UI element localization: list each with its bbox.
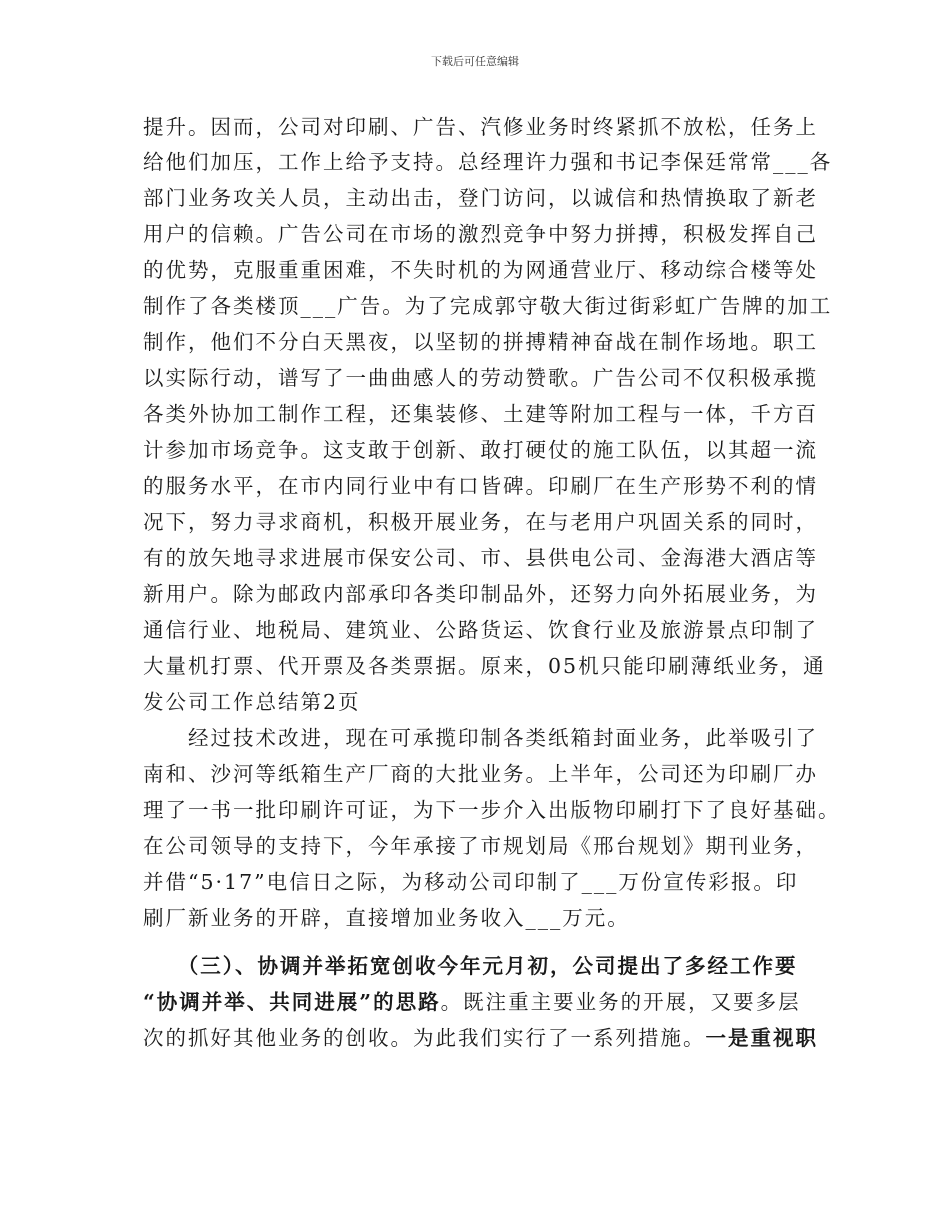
- text-line: 发公司工作总结第2页: [143, 690, 361, 714]
- text-line: 大量机打票、代开票及各类票据。原来，05机只能印刷薄纸业务，通: [143, 654, 826, 678]
- text-line: 制作，他们不分白天黑夜，以坚韧的拼搏精神奋战在制作场地。职工: [143, 330, 818, 354]
- text-line: 并借“5·17”电信日之际，为移动公司印制了___万份宣传彩报。印: [143, 870, 799, 894]
- text-line: 通信行业、地税局、建筑业、公路货运、饮食行业及旅游景点印制了: [143, 618, 818, 642]
- text-line: [143, 1024, 818, 1052]
- text-line: 给他们加压，工作上给予支持。总经理许力强和书记李保廷常常___各: [143, 150, 833, 174]
- text-line: 的服务水平，在市内同行业中有口皆碑。印刷厂在生产形势不利的情: [143, 474, 818, 498]
- text-line: 以实际行动，谱写了一曲曲感人的劳动赞歌。广告公司不仅积极承揽: [143, 366, 818, 390]
- text-line: 刷厂新业务的开辟，直接增加业务收入___万元。: [143, 906, 630, 930]
- text-line: 经过技术改进，现在可承揽印制各类纸箱封面业务，此举吸引了: [143, 726, 818, 750]
- section-heading-line: （三）、协调并举拓宽创收今年元月初，公司提出了多经工作要: [143, 954, 798, 978]
- text-line: 在公司领导的支持下，今年承接了市规划局《邢台规划》期刊业务，: [143, 834, 818, 858]
- text-line: 的优势，克服重重困难，不失时机的为网通营业厅、移动综合楼等处: [143, 258, 818, 282]
- text-line: 提升。因而，公司对印刷、广告、汽修业务时终紧抓不放松，任务上: [143, 115, 818, 139]
- page-header: 下载后可任意编辑: [431, 55, 519, 68]
- text-line: 用户的信赖。广告公司在市场的激烈竞争中努力拼搏，积极发挥自己: [143, 222, 818, 246]
- text-line: 计参加市场竞争。这支敢于创新、敢打硬仗的施工队伍，以其超一流: [143, 438, 818, 462]
- text-line: 新用户。除为邮政内部承印各类印制品外，还努力向外拓展业务，为: [143, 582, 818, 606]
- emphasis-phrase: 一是重视职: [705, 1026, 818, 1050]
- text-line: 理了一书一批印刷许可证，为下一步介入出版物印刷打下了良好基础。: [143, 798, 841, 822]
- text-line: 南和、沙河等纸箱生产厂商的大批业务。上半年，公司还为印刷厂办: [143, 762, 818, 786]
- text-line: [143, 988, 801, 1016]
- text-line: 有的放矢地寻求进展市保安公司、市、县供电公司、金海港大酒店等: [143, 546, 818, 570]
- text-line: 部门业务攻关人员，主动出击，登门访问，以诚信和热情换取了新老: [143, 186, 818, 210]
- text-line: 况下，努力寻求商机，积极开展业务，在与老用户巩固关系的同时，: [143, 510, 818, 534]
- text-span: 次的抓好其他业务的创收。为此我们实行了一系列措施。: [143, 1026, 706, 1050]
- section-heading-phrase: “协调并举、共同进展”的思路: [143, 990, 441, 1014]
- text-span: 。既注重主要业务的开展，又要多层: [440, 990, 801, 1014]
- text-line: 制作了各类楼顶___广告。为了完成郭守敬大街过街彩虹广告牌的加工: [143, 294, 833, 318]
- text-line: 各类外协加工制作工程，还集装修、土建等附加工程与一体，千方百: [143, 402, 818, 426]
